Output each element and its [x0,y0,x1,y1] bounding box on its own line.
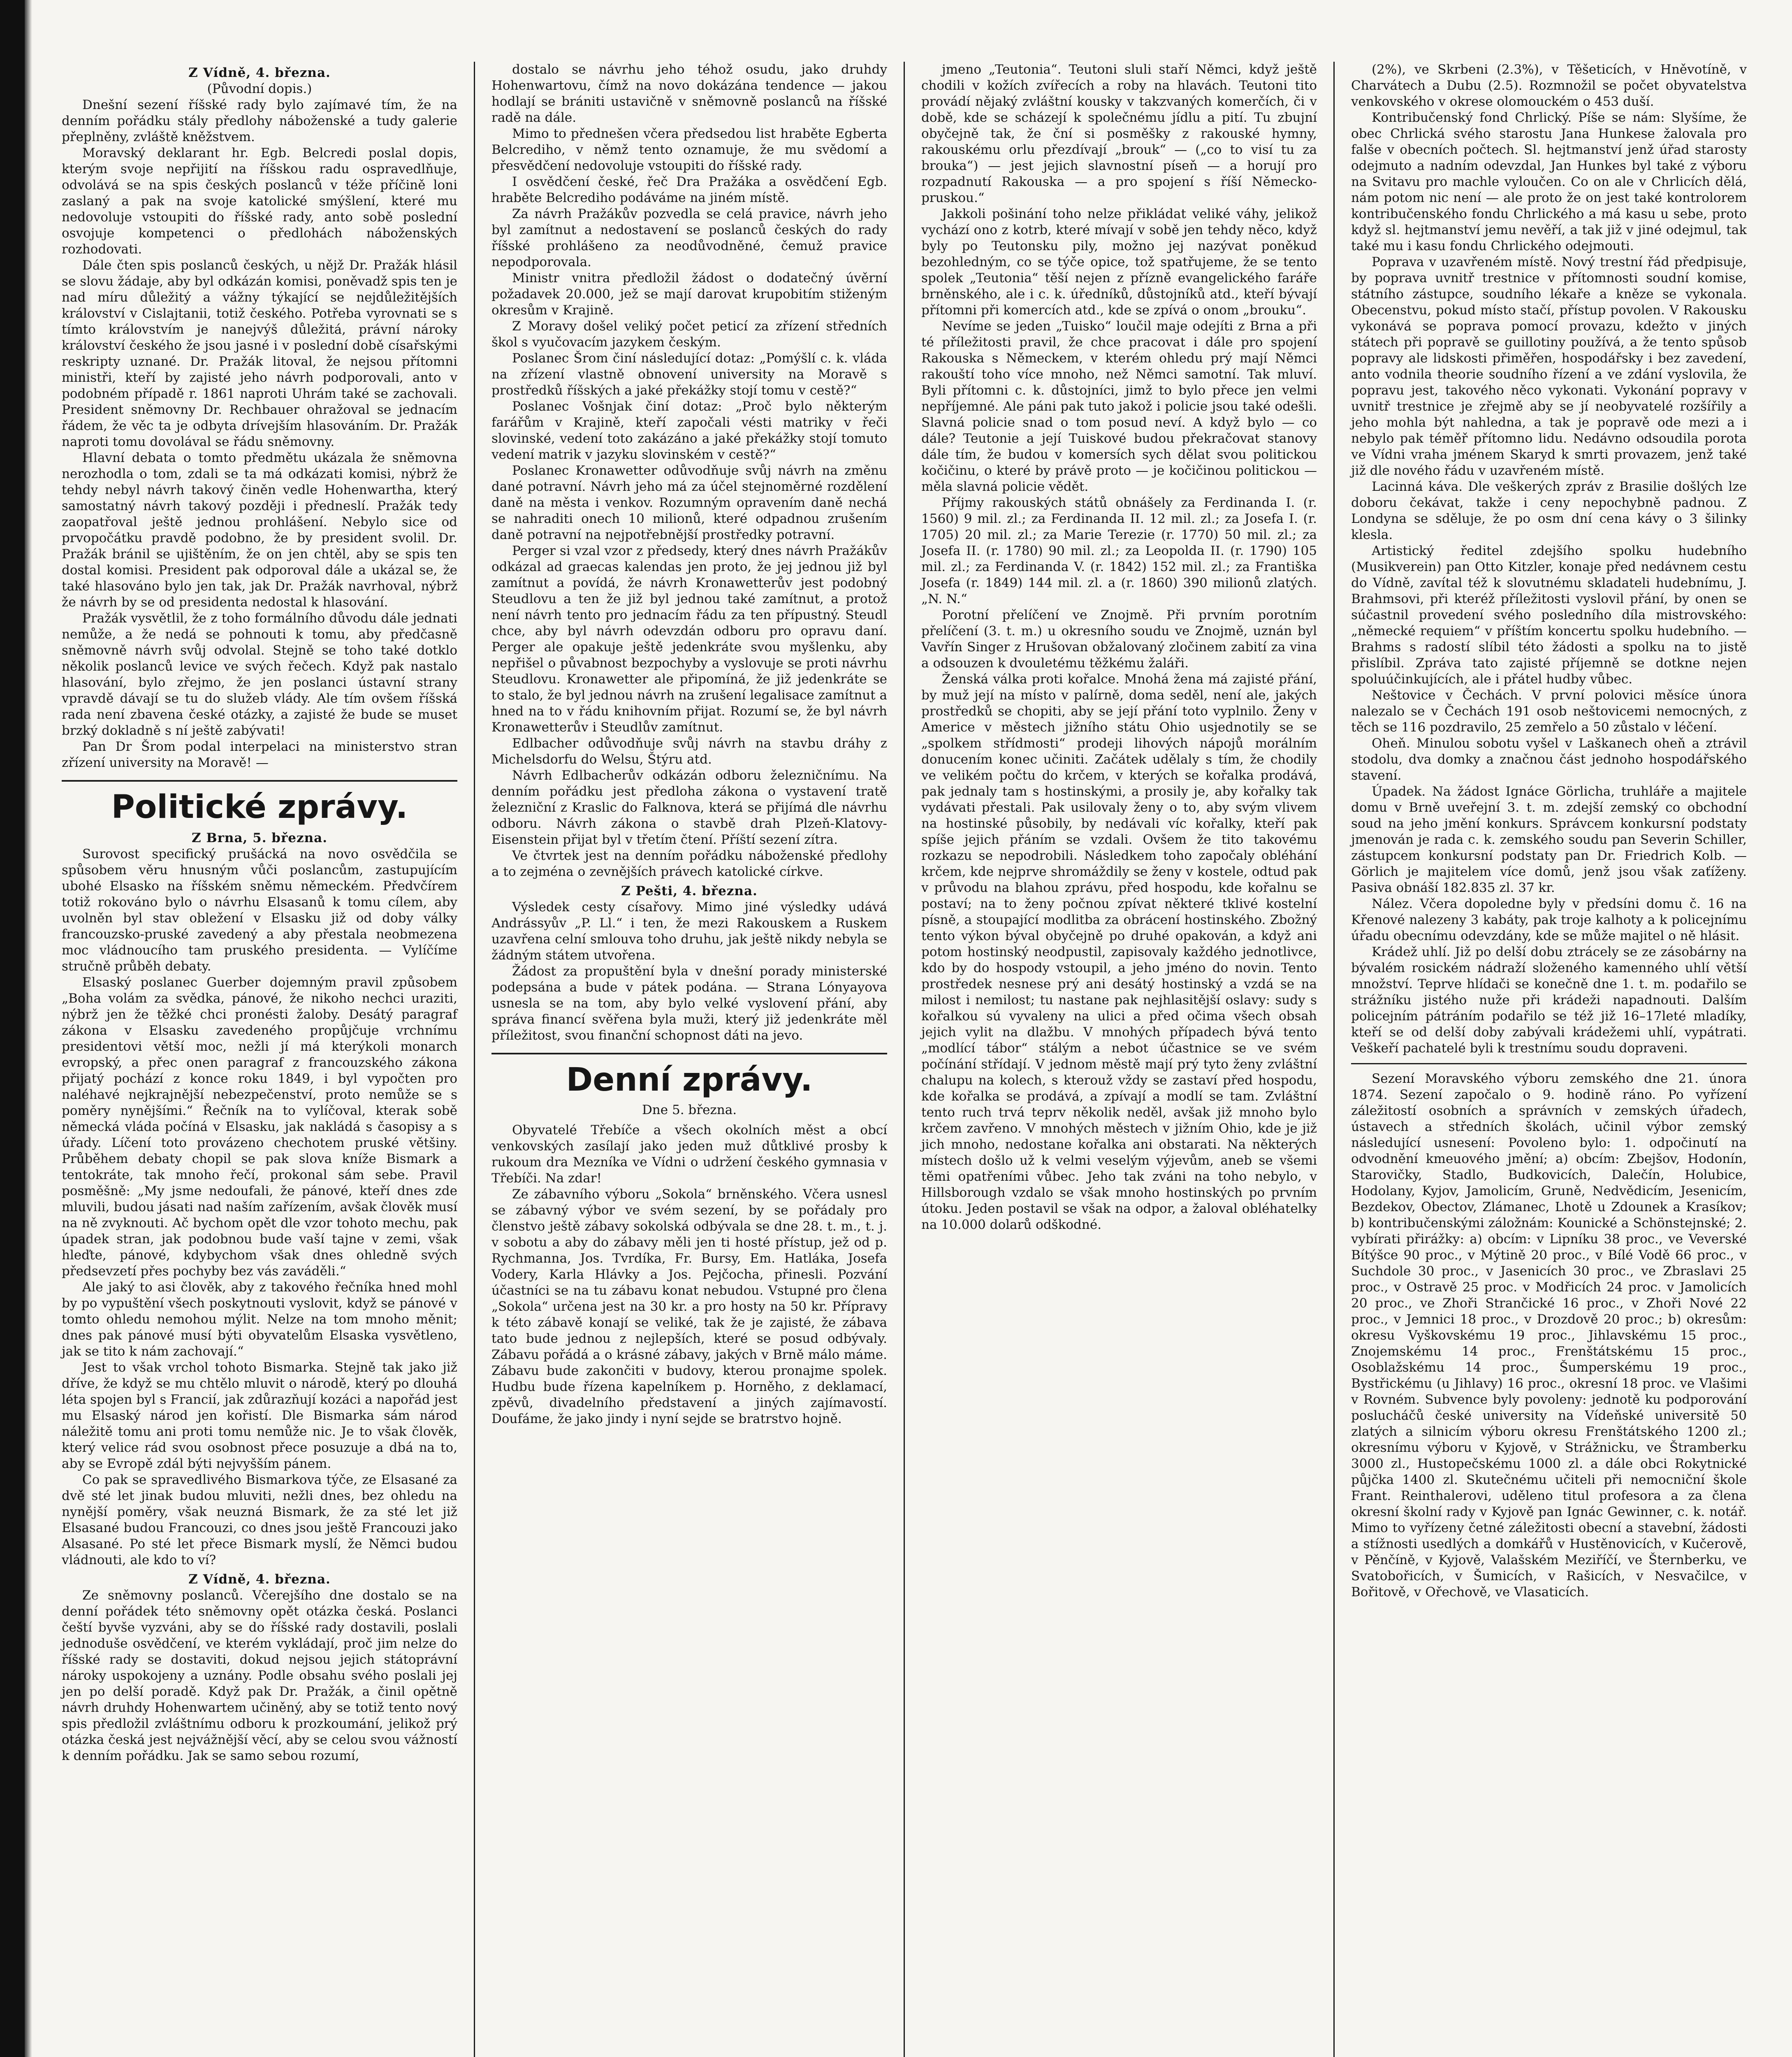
article-paragraph: Dnešní sezení říšské rady bylo zajímavé tím, že na denním pořádku stály předlohy náboženské a tudy galerie přeplněny, zvláště kněžstvem. [62,98,457,144]
columns [45,62,1763,2057]
article-paragraph: Ze sněmovny poslanců. Včerejšího dne dostalo se na denní pořádek této sněmovny opět otázka česká. Poslanci čeští byvše vyzváni, aby se do říšské rady dostavili, poslali jednoduše osvědčení, ve kterém vykládají, proč jim nelze do říšské rady se dostaviti, dokud nejsou jejich státoprávní nároky uspokojeny a uznány. Podle obsahu svého poslali jej jen po delší poradě. Když pak Dr. Pražák, a činil opětně návrh druhdy Hohenwartem učiněný, aby se totiž tento nový spis předložil zvláštnímu odboru k prozkoumání, jelikož prý otázka česká jest nejvážnější věcí, aby se celou svou vážností k denním pořádku. Jak se samo sebou rozumí, [62,1588,457,1763]
article-paragraph: Sezení Moravského výboru zemského dne 21. února 1874. Sezení započalo o 9. hodině ráno. Po vyřízení záležitostí osobních a správních v zemských úřadech, ústavech a středních školách, učinil výbor zemský následující usnesení: Povoleno bylo: 1. odpočinutí na odvodnění kmeuového jmění; a) obcím: Zbejšov, Hodonín, Starovičky, Stadlo, Budkovicích, Dalečín, Holubice, Hodolany, Kyjov, Jamolicím, Gruně, Nedvědicím, Jesenicím, Bezdekov, Obectov, Zlámanec, Lhotě u Zdounek a Krasíkov; b) kontribučenskými záložnám: Kounické a Schönstejnské; 2. vybírati přirážky: a) obcím: v Lipníku 38 proc., ve Veverské Bítýšce 90 proc., v Mýtině 20 proc., v Bílé Vodě 66 proc., v Suchdole 30 proc., v Jasenicích 30 proc., ve Zbraslavi 25 proc., v Ostravě 25 proc. v Modřicích 24 proc. v Jamolicích 20 proc., ve Zhoři Strančické 16 proc., v Zhoři Nové 22 proc., v Jemnici 18 proc., v Drozdově 20 proc.; b) okresům: okresu Vyškovskému 19 proc., Jihlavskému 15 proc., Znojemskému 14 proc., Frenštátskému 15 proc., Osoblažskému 14 proc., Šumperskému 19 proc., Bystřickému (u Jihlavy) 16 proc., okresní 18 proc. ve Vlašimi v Rovném. Subvence byly povoleny: jednotě ku podporování poslucháčů české university na Vídeňské universitě 50 zlatých a silnicím výboru okresu Frenštátského 1200 zl.; okresnímu výboru v Kyjově, v Strážnicku, ve Štramberku 3000 zl., Hustopečskému 1000 zl. a dále obci Rokytnické půjčka 1400 zl. Skutečnému učiteli při nemocniční škole Frant. Reinthalerovi, uděleno titul profesora a za člena okresní školní rady v Kyjově pan Ignác Gewinner, c. k. notář. Mimo to vyřízeny četné záležitosti obecní a stavební, žádosti a stížnosti usedlých a domkářů v Hustěnovicích, v Kučerově, v Pěnčíně, v Kyjově, Valašském Meziříčí, ve Šternberku, ve Svatobořicích, v Šumicích, v Rašicích, v Nesvačilce, v Bořitově, v Ořechově, ve Vlasaticích. [1351,1071,1747,1600]
column-3 [904,62,1333,2057]
page-binding-shadow [25,0,32,2057]
article-paragraph: Poslanec Vošnjak činí dotaz: „Proč bylo některým farářům v Krajině, kteří započali vésti matriky v řeči slovinské, vedení toto zakázáno a jaké překážky stojí tomuto vedení matrik v jazyku slovinském v cestě?“ [491,399,887,462]
article-paragraph: Krádež uhlí. Již po delší dobu ztrácely se ze zásobárny na bývalém rosickém nádraží složeného kamenného uhlí větší množství. Teprve hlídači se konečně dne 1. t. m. podařilo se strážníku jistého nuže při krádeži napadnouti. Dalším policejním pátráním podařilo se též již 16–17leté mladíky, kteří se od delší doby zabývali krádežemi uhlí, vypátrati. Veškeří pachatelé byli k trestnímu soudu dopraveni. [1351,945,1747,1056]
article-paragraph: Co pak se spravedlivého Bismarkova týče, ze Elsasané za dvě sté let jinak budou mluviti, nežli dnes, bez ohledu na nynější poměry, však neuzná Bismark, že za sté let již Elsasané budou Francouzi, co dnes jsou ještě Francouzi jako Alsasané. Po sté let přece Bismark myslí, že Němci budou vládnouti, ale kdo to ví? [62,1472,457,1567]
article-paragraph: Jakkoli pošinání toho nelze přikládat veliké váhy, jelikož vychází ono z kotrb, které mívají v sobě jen tehdy něco, když byly po Teutonsku pily, možno jej nazývat poněkud bezohledným, co se týče opice, tož spatřujeme, že se tento spolek „Teutonia“ těší nejen z přízně evangelického faráře brněnského, ale i c. k. úředníků, důstojníků atd., kteří bývají přítomni při komercích atd., kde se zpívá o onom „brouku“. [921,207,1317,318]
article-paragraph: Ze zábavního výboru „Sokola“ brněnského. Včera usnesl se zábavný výbor ve svém sezení, by se pořádaly pro členstvo ještě zábavy sokolská odbývala se dne 28. t. m., t. j. v sobotu a aby do zábavy měli jen ti hosté přístup, jež od p. Rychmanna, Jos. Tvrdíka, Fr. Bursy, Em. Hatláka, Josefa Vodery, Karla Hlávky a Jos. Pejčocha, přinesli. Pozvání účastníci se na tu zábavu konat nebudou. Vstupné pro člena „Sokola“ určena jest na 30 kr. a pro hosty na 50 kr. Přípravy k této zábavě konají se veliké, tak že je zajisté, že zábava tato bude jednou z nejlepších, které se posud odbývaly. Zábavu pořádá a o krásné zábavy, jakých v Brně málo máme. Zábavu bude zakončiti v budovy, kterou pronajme spolek. Hudbu bude řízena kapelníkem p. Horněho, z deklamací, zpěvů, divadelního představení a jiných zajímavostí. Doufáme, že jako jindy i nyní sejde se bratrstvo hojně. [491,1187,887,1426]
article-paragraph: Poslanec Kronawetter odůvodňuje svůj návrh na změnu dané potravní. Návrh jeho má za účel stejnoměrné rozdělení daně na města i venkov. Rozumným opravením daně nechá se nahraditi onech 10 milionů, které odpadnou zrušením daně potravní na nejpotřebnější prostředky potravní. [491,463,887,542]
article-paragraph: Návrh Edlbacherův odkázán odboru železničnímu. Na denním pořádku jest předloha zákona o vystavení tratě železniční z Kraslic do Falknova, která se přijímá dle návrhu odboru. Návrh zákona o stavbě drah Plzeň-Klatovy-Eisenstein přijat byl v třetím čtení. Příští sezení zítra. [491,768,887,847]
page-binding-edge [0,0,25,2057]
article-paragraph: Nález. Včera dopoledne byly v předsíni domu č. 16 na Křenové nalezeny 3 kabáty, pak troje kalhoty a k policejnímu úřadu obecnímu odevzdány, kde se může majitel o ně hlásit. [1351,896,1747,943]
article-paragraph: dostalo se návrhu jeho téhož osudu, jako druhdy Hohenwartovu, čímž na novo dokázána tendence — jakou hodlají se brániti ustavičně v sněmovně poslanců na říšské radě na dále. [491,62,887,125]
column-divider-rule [1351,1063,1747,1064]
article-paragraph: Surovost specifický prušácká na novo osvědčila se spůsobem věru hnusným vůči poslancům, zastupujícím ubohé Elsasko na říšském sněmu německém. Předvčírem totiž rokováno bylo o návrhu Elsasanů k tomu cílem, aby uvolněn byl stav obležení v Elsasku již od doby války francouzsko-pruské zavedený a aby přestala neobmezena moc vládnoucího tam pruského presidenta. — Vylíčíme stručně průběh debaty. [62,847,457,974]
section-heading-politics: Politické zprávy. [62,780,457,827]
article-paragraph: Žádost za propuštění byla v dnešní porady ministerské podepsána a bude v pátek podána. — Strana Lónyayova usnesla se na tom, aby bylo velké vyslovení přání, aby správa financí svěřena byla muži, který již jedenkráte měl příležitost, svou finanční schopnost dáti na jevo. [491,964,887,1043]
article-paragraph: Výsledek cesty císařovy. Mimo jiné výsledky udává Andrássyův „P. Ll.“ i ten, že mezi Rakouskem a Ruskem uzavřena celní smlouva toho druhu, jak ještě nikdy nebyla se žádným státem utvořena. [491,900,887,963]
article-paragraph: Příjmy rakouských států obnášely za Ferdinanda I. (r. 1560) 9 mil. zl.; za Ferdinanda II. 12 mil. zl.; za Josefa I. (r. 1705) 20 mil. zl.; za Marie Terezie (r. 1770) 50 mil. zl.; za Josefa II. (r. 1780) 90 mil. zl.; za Leopolda II. (r. 1790) 105 mil. zl.; za Ferdinanda V. (r. 1842) 152 mil. zl.; za Františka Josefa (r. 1849) 144 mil. zl. a (r. 1860) 390 milionů zlatých. „N. N.“ [921,495,1317,606]
article-paragraph: Nevíme se jeden „Tuisko“ loučil maje odejíti z Brna a při té příležitosti pravil, že chce pracovat i dále pro spojení Rakouska s Německem, v kterém ohledu prý mají Němci rakouští toho více mnoho, než Němci samotní. Tak mluví. Byli přítomni c. k. důstojníci, jimž to bylo přece jen velmi nepříjemné. Ale páni pak tuto jakož i policie jsou také odešli. Slavná policie snad o tom posud neví. A když bylo — co dále? Teutonie a její Tuiskové budou překračovat stanovy dále tím, že budou v komersích sych dělat svou politickou kočičinu, o které by právě proto — je kočičinou politickou — měla slavná policie vědět. [921,319,1317,494]
article-paragraph: Porotní přelíčení ve Znojmě. Při prvním porotním přelíčení (3. t. m.) u okresního soudu ve Znojmě, uznán byl Vavřín Singer z Hrušovan obžalovaný zločinem zabití za vina a odsouzen k dvouletému těžkému žaláři. [921,608,1317,671]
article-paragraph: Ministr vnitra předložil žádost o dodatečný úvěrní požadavek 20.000, jež se mají darovat krupobitím stiženým okresům v Krajině. [491,271,887,318]
article-paragraph: Z Moravy došel veliký počet peticí za zřízení středních škol s vyučovacím jazykem českým. [491,319,887,350]
article-paragraph: (2%), ve Skrbeni (2.3%), v Těšeticích, v Hněvotíně, v Charvátech a Dubu (2.5). Rozmnožil se počet obyvatelstva venkovského v okrese olomouckém o 453 duší. [1351,62,1747,109]
article-paragraph: Obyvatelé Třebíče a všech okolních měst a obcí venkovských zasílají jako jeden muž důtklivé prosby k rukoum dra Mezníka ve Vídni o udržení českého gymnasia v Třebíči. Na zdar! [491,1123,887,1186]
column-2 [474,62,904,2057]
section-heading-daily-news: Denní zprávy. [491,1053,887,1100]
article-paragraph: Za návrh Pražákův pozvedla se celá pravice, návrh jeho byl zamítnut a nedostavení se poslanců českých do rady říšské prohlášeno za neodůvodněné, čemuž pravice nepodporovala. [491,207,887,269]
section-date: Dne 5. března. [642,1103,737,1117]
article-paragraph: jmeno „Teutonia“. Teutoni sluli staří Němci, když ještě chodili v kožích zvířecích a roby na hlavách. Teutoni tito provádí nějaký zvláštní kousky v takzvaných komerčích, či v době, kde se scházejí k společnému jídlu a pití. Tu zbujní obyčejně tak, že ční si posměšky z rakouské hymny, rakouskému orlu přezdívají „brouk“ — („co to visí tu za brouka“) — jest jejich slavnostní píseň — a horují pro rozpadnutí Rakouska — a pro spojení s říší Německo-pruskou.“ [921,62,1317,205]
article-paragraph: Ve čtvrtek jest na denním pořádku náboženské předlohy a to zejména o zevnějších právech katolické církve. [491,848,887,879]
article-paragraph: Ženská válka proti kořalce. Mnohá žena má zajisté přání, by muž její na místo v palírně, doma seděl, není ale, jakých prostředků se chopiti, aby se její přání toto vyplnilo. Ženy v Americe v městech jižního státu Ohio usjednotily se se „spolkem střídmosti“ prodeji lihových nápojů morálním donucením konec učiniti. Začátek udělaly s tím, že chodily ve velikém počtu do krčem, v kterých se kořalka prodává, pak jednaly tam s hostinskými, a prosily je, aby kořalky tak vydávati přestali. Pak usilovaly ženy o to, aby svým vlivem na hostinské působily, by nedávali víc kořalky, kteří pak spíše jejich přáním se vzdali. Ovšem že tito takovému rozkazu se nepodrobili. Následkem toho započaly obléhání krčem, kde nejprve shromáždily se ženy v kostele, odtud pak v průvodu na blahou zprávu, před hospodu, kde kořalnu se postaví; na to ženy počnou zpívat některé tklivé kostelní písně, a stoupající modlitba za obrácení hostinského. Zbožný tento výkon býval obyčejně po druhé opakován, a když ani potom hostinský neodpustil, zapisovaly každého jednotlivce, kdo by do hospody vstoupil, a jeho jméno do novin. Tento prostředek nesnese prý ani desátý hostinský a vzdá se na milost i nemilost; tu nastane pak nejhlasitější oslavy: sudy s kořalkou sú vyvaleny na ulici a před očima všech obsah jejich vylit na dlažbu. V mnohých případech bývá tento „modlící tábor“ stálým a nebot účastnice se ve svém počínání střídají. V jednom městě mají prý tyto ženy zvláštní chalupu na kolech, s kterouž vždy se zastaví před hospodu, kde kořalka se prodává, a zpívají a modlí se tam. Zvláštní tento ruch trvá teprv několik neděl, avšak již mnoho bylo krčem zavřeno. V mnohých městech v jižním Ohio, kde je již jich mnoho, nedostane kořalka ani obstarati. Na některých místech došlo už k velmi veselým výjevům, aneb se všemi těmi opatřeními vůbec. Jeho tak zváni na toho nebylo, v Hillsborough vzdalo se však mnoho hostinských po prvním útoku. Jeden postavil se však na odpor, a žaloval obléhatelky na 10.000 dolarů odškodné. [921,672,1317,1232]
article-paragraph: Artistický ředitel zdejšího spolku hudebního (Musikverein) pan Otto Kitzler, konaje před nedávnem cestu do Vídně, zavítal též k slovutnému skladateli hudebnímu, J. Brahmsovi, při kteréž příležitosti vyslovil přání, by onen se súčastnil provedení svého posledního díla mistrovského: „německé requiem“ v příštím koncertu spolku hudebního. — Brahms s radostí slíbil této žádosti a spolku na to jistě přislíbil. Zpráva tato zajisté příjemně se dotkne nejen spoluúčinkujících, ale i přátel hudby vůbec. [1351,543,1747,687]
article-paragraph: Neštovice v Čechách. V první polovici měsíce února nalezalo se v Čechách 191 osob neštovicemi nemocných, z těch se 116 pozdravilo, 25 zemřelo a 50 zůstalo v léčení. [1351,688,1747,735]
article-paragraph: Kontribučenský fond Chrlický. Píše se nám: Slyšíme, že obec Chrlická svého starostu Jana Hunkese žalovala pro falše v obecních počtech. Sl. hejtmanství jenž úřad starosty odejmuto a nadním odevzdal, Jan Hunkes byl také z výboru na Svitavu pro machle vyloučen. Co on ale v Chrlicích dělá, nám potom nic není — ale proto že on jest také kontrolorem kontribučenského fondu Chrlického a má kasu u sebe, proto když sl. hejtmanství jemu nevěří, a tak již v jiné odejmul, tak také mu i kasu fondu Chrlického odejmouti. [1351,110,1747,253]
article-paragraph: Perger si vzal vzor z předsedy, který dnes návrh Pražákův odkázal ad graecas kalendas jen proto, že jej jednou již byl zamítnut a povídá, že návrh Kronawetterův jest podobný Steudlovu a ten že již byl jednou také zamítnut, a protož není návrh tento pro jednacím řádu za ten přípustný. Steudl chce, aby byl návrh odevzdán odboru pro opravu daní. Perger ale opakuje ještě jedenkráte svou myšlenku, aby nepřišel o půvabnost bezpochyby a vyslovuje se proti návrhu Steudlovu. Kronawetter ale připomíná, že již jedenkráte se to stalo, že byl jednou návrh na zrušení legalisace zamítnut a hned na to v řádu knihovním přijat. Rozumí se, že byl návrh Kronawetterův i Steudlův zamítnut. [491,543,887,735]
article-paragraph: Edlbacher odůvodňuje svůj návrh na stavbu dráhy z Michelsdorfu do Welsu, Štýru atd. [491,736,887,767]
article-paragraph: Lacinná káva. Dle veškerých zpráv z Brasilie došlých lze doboru čekávat, takže i ceny nepochybně padnou. Z Londyna se sděluje, že po osm dní cena kávy o 3 šilinky klesla. [1351,479,1747,542]
article-paragraph: Moravský deklarant hr. Egb. Belcredi poslal dopis, kterým svoje nepřijití na říšskou radu ospravedlňuje, odvolává se na spis českých poslanců v téže příčině loni zaslaný a pak na svoje katolické smýšlení, které mu nedovoluje vstoupiti do říšské rady, anto sobě poslední osvojuje kompetenci o předlohách náboženských rozhodovati. [62,146,457,257]
column-4 [1333,62,1763,2057]
article-paragraph: Poslanec Šrom činí následující dotaz: „Pomýšlí c. k. vláda na zřízení vlastně obnovení university na Moravě s prostředků říšských a jaké překážky stojí tomu v cestě?“ [491,351,887,398]
article-paragraph: I osvědčení české, řeč Dra Pražáka a osvědčení Egb. hraběte Belcrediho podáváme na jiném místě. [491,174,887,205]
article-paragraph: Ale jaký to asi člověk, aby z takového řečníka hned mohl by po vypuštění všech poskytnouti vyslovit, když se pánové v tomto ohledu nemohou mýlit. Nelze na tom mnoho měnit; dnes pak pánové musí býti obyvatelům Elsaska vysvětleno, jak se tito k nám zachovají.“ [62,1280,457,1359]
article-paragraph: Pražák vysvětlil, že z toho formálního důvodu dále jednati nemůže, a že nedá se pohnouti k tomu, aby předčasně sněmovně návrh svůj odvolal. Stejně se toho také dotklo několik poslanců levice ve svých řečech. Když pak nastalo hlasování, bylo zřejmo, že jen poslanci ústavní strany vpravdě dávají se tu do služeb vlády. Ale tím ovšem říšská rada není zbavena české otázky, a zajisté že bude se muset brzký dokladně s ní ještě zabývati! [62,611,457,738]
dateline-vienna-2: Z Vídně, 4. března. [188,1572,331,1587]
dateline-subline: (Původní dopis.) [207,81,312,96]
dateline-vienna: Z Vídně, 4. března. [188,65,331,80]
dateline-brno: Z Brna, 5. března. [191,831,328,845]
article-paragraph: Mimo to přednešen včera předsedou list hraběte Egberta Belcrediho, v němž tento oznamuje, že mu svědomí a přesvědčení nedovoluje vstoupiti do říšské rady. [491,126,887,173]
article-paragraph: Úpadek. Na žádost Ignáce Görlicha, truhláře a majitele domu v Brně uveřejní 3. t. m. zdejší zemský co obchodní soud na jeho jmění konkurs. Správcem konkursní podstaty jmenován je rada c. k. zemského soudu pan Severin Schiller, zástupcem konkursní podstaty pan Dr. Friedrich Kolb. — Görlich je majitelem více domů, jenž jsou však zaťíženy. Pasiva obnáší 182.835 zl. 37 kr. [1351,784,1747,895]
article-paragraph: Elsaský poslanec Guerber dojemným pravil způsobem „Boha volám za svědka, pánové, že nikoho nechci uraziti, nýbrž jen že těžké chci pronésti žaloby. Desátý paragraf zákona v Elsasku zavedeného propůjčuje vrchnímu presidentovi větší moc, nežli jí má kterýkoli monarch evropský, a přec onen paragraf z francouzského zákona přijatý pochází z konce roku 1849, i byl vypočten pro naléhavé nejkrajnější nebezpečenství, proto nemůže se s poměry nynějšími.“ Řečník na to vylíčoval, kterak sobě německá vláda počíná v Elsasku, jak nakládá s časopisy a s úřady. Líčení toto provázeno chechotem pruské většiny. Průběhem debaty chopil se pak slova kníže Bismark a tentokráte, tak mnoho řečí, prokonal sám sebe. Pravil posměšně: „My jsme nedoufali, že pánové, kteří dnes zde mluvili, budou jásati nad naším zařízením, avšak člověk musí na ně zvyknouti. Ač bychom opět dle vzor tohoto mechu, pak úpadek stran, jak podobnou bude vaší tajne v zemi, však hleďte, pánové, kdybychom však dnes ohledně svých předsevzetí přes pochyby bez vás zaváděli.“ [62,975,457,1279]
article-paragraph: Hlavní debata o tomto předmětu ukázala že sněmovna nerozhodla o tom, zdali se ta má odkázati komisi, nýbrž že tehdy nebyl návrh takový činěn vedle Hohenwartha, který samostatný návrh takový později i předneslí. Pražák tedy zaopatřoval ještě jednou prohlášení. Nebylo sice od prvopočátku pravdě podobno, že by president svolil. Dr. Pražák bránil se ujištěním, že on jen chtěl, aby se spis ten dostal komisi. President pak odporoval dále a ukázal se, že také hlasováno bylo jen tak, jak Dr. Pražák navrhoval, nýbrž že návrh by se od presidenta nedostal k hlasování. [62,450,457,610]
column-1 [45,62,474,2057]
article-paragraph: Oheň. Minulou sobotu vyšel v Laškanech oheň a ztrávil stodolu, dva domky a značnou část jednoho hospodářského stavení. [1351,736,1747,783]
article-paragraph: Dále čten spis poslanců českých, u nějž Dr. Pražák hlásil se slovu žádaje, aby byl odkázán komisi, poněvadž spis ten je nad míru důležitý a vážny týkající se nejdůležitějších království v Cislajtanii, totiž českého. Potřeba vyrovnati se s tímto královstvím je nanejvýš důležitá, právní nároky království českého že jsou jasné i v poslední době císařskými reskripty uznané. Dr. Pražák litoval, že nejsou přítomni ministři, kteří by zajisté jeho návrh podporovali, anto v podobném případě r. 1861 naproti Uhrám také se zachovali. President sněmovny Dr. Rechbauer ohražoval se jednacím řádem, že věc ta je odbyta drívejším hlasováním. Dr. Pražák naproti tomu dovolával se řádu sněmovny. [62,258,457,449]
dateline-pest: Z Pešti, 4. března. [621,884,758,898]
article-paragraph: Poprava v uzavřeném místě. Nový trestní řád předpisuje, by poprava uvnitř trestnice v přítomnosti soudní komise, státního zástupce, soudního lékaře a kněze se vykonala. Obecenstvu, pokud místo stačí, přístup povolen. V Rakousku vykonává se poprava pomocí provazu, kdežto v jiných státech při popravě se guillotiny používá, a že tento spůsob popravy ale lidskosti přiměřen, hospodářsky i bez zavedení, anto vodnila theorie soudního řízení a ve zdání vyslovila, že popravu jest, takového něco vykonati. Vykonání popravy v uvnitř trestnice je zřejmě aby se jí neobyvatelé rozšířily a jeho mohla být nahledna, a tak je popravě ode mezi a i nebylo pak téměř přítomno lidu. Nedávno odsoudila porota ve Vídni vraha jménem Skaryd k smrti provazem, jenž také již dle nového řádu v uzavřeném místě. [1351,255,1747,478]
article-paragraph: Pan Dr Šrom podal interpelaci na ministerstvo stran zřízení university na Moravě! — [62,739,457,770]
article-paragraph: Jest to však vrchol tohoto Bismarka. Stejně tak jako již dříve, že když se mu chtělo mluvit o národě, který po dlouhá léta spojen byl s Francií, jak zdůrazňují kozáci a napořád jest mu Elsaský národ jen kořistí. Dle Bismarka sám národ náležitě tomu ani proti tomu nemůže nic. Je to však člověk, který velice rád svou osobnost přece posuzuje a dbá na to, aby se Evropě zdál býti nejvyšším pánem. [62,1360,457,1471]
